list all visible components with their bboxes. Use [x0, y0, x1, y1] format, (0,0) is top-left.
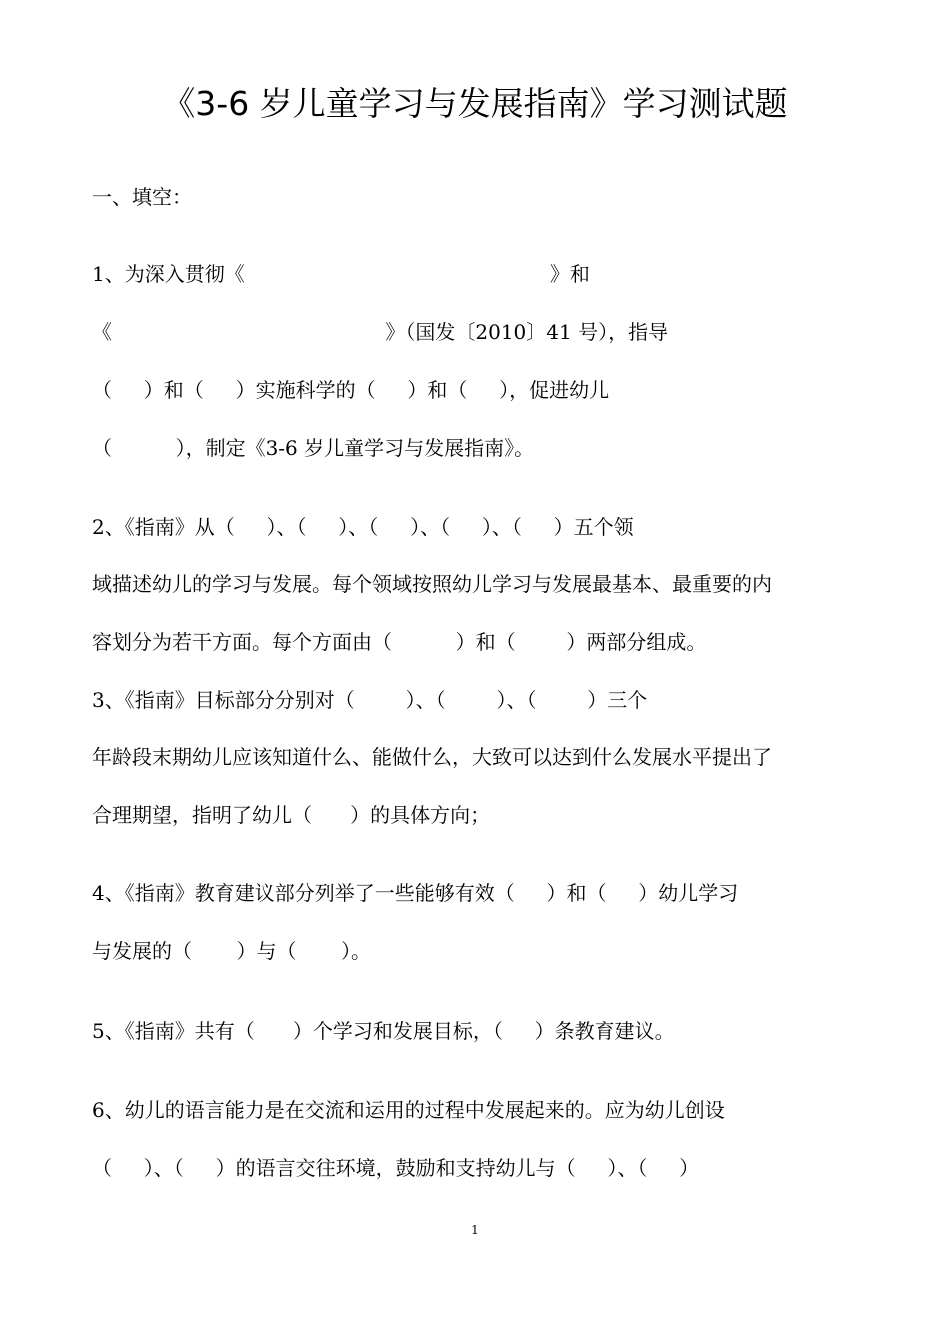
question-6-line-2: （ ）、（ ）的语言交往环境，鼓励和支持幼儿与（ ）、（ ）	[92, 1156, 700, 1180]
question-3-line-1: 3、《指南》目标部分分别对（ ）、（ ）、（ ）三个	[92, 688, 648, 712]
question-4-line-2: 与发展的（ ）与（ ）。	[92, 939, 372, 963]
question-6-line-1: 6、幼儿的语言能力是在交流和运用的过程中发展起来的。应为幼儿创设	[92, 1098, 725, 1122]
question-3-line-2: 年龄段末期幼儿应该知道什么、能做什么，大致可以达到什么发展水平提出了	[92, 745, 772, 769]
section-heading: 一、填空：	[92, 185, 192, 209]
question-1-line-1: 1、为深入贯彻《 》和	[92, 262, 590, 286]
question-2-line-2: 域描述幼儿的学习与发展。每个领域按照幼儿学习与发展最基本、最重要的内	[92, 572, 772, 596]
question-2-line-1: 2、《指南》从（ ）、（ ）、（ ）、（ ）、（ ）五个领	[92, 515, 634, 539]
question-1-line-2: 《 》（国发〔2010〕41 号），指导	[92, 320, 669, 344]
question-5-line-1: 5、《指南》共有（ ）个学习和发展目标，（ ）条教育建议。	[92, 1019, 675, 1043]
question-3-line-3: 合理期望，指明了幼儿（ ）的具体方向；	[92, 803, 491, 827]
page-number: 1	[471, 1223, 479, 1237]
question-2-line-3: 容划分为若干方面。每个方面由（ ）和（ ）两部分组成。	[92, 630, 707, 654]
question-1-line-3: （ ）和（ ）实施科学的（ ）和（ ），促进幼儿	[92, 378, 610, 402]
question-1-line-4: （ ），制定《3-6 岁儿童学习与发展指南》。	[92, 436, 535, 460]
page-title: 《3-6 岁儿童学习与发展指南》学习测试题	[162, 84, 788, 123]
question-4-line-1: 4、《指南》教育建议部分列举了一些能够有效（ ）和（ ）幼儿学习	[92, 881, 739, 905]
